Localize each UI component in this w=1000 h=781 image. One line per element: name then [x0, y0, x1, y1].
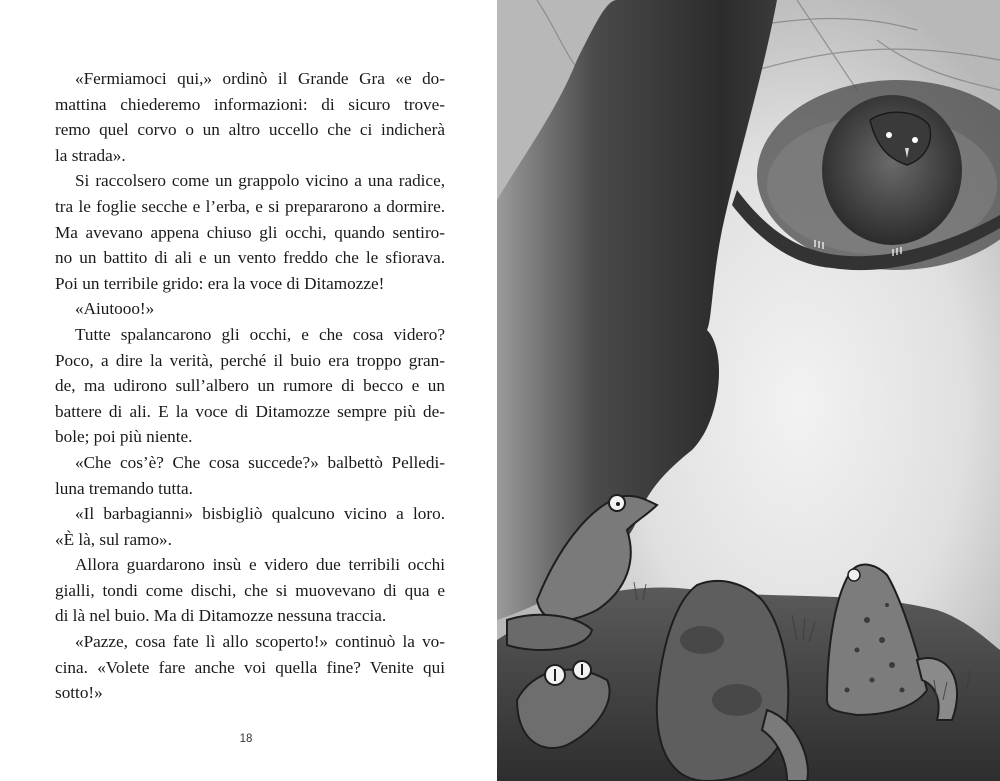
owl-eye-icon — [886, 132, 892, 138]
text-line: gialli, tondi come dischi, che si muovevano di qua e — [55, 580, 445, 600]
text-line: Ma avevano appena chiuso gli occhi, quando sentiro- — [55, 222, 445, 242]
text-line: Poi un terribile grido: era la voce di Ditamozze! — [55, 273, 385, 293]
text-line: no un battito di ali e un vento freddo che le sfiorava. — [55, 248, 445, 268]
left-page — [0, 0, 497, 781]
text-line: sotto!» — [55, 683, 103, 703]
text-line: mattina chiederemo informazioni: di sicuro trove- — [55, 94, 445, 114]
page-number: 18 — [239, 733, 253, 745]
text-line: Si raccolsero come un grappolo vicino a una radice, — [75, 171, 445, 191]
text-line: Allora guardarono insù e videro due terribili occhi — [75, 555, 445, 575]
text-line: «Che cos’è? Che cosa succede?» balbettò Pelledi- — [75, 452, 445, 472]
text-line: «Il barbagianni» bisbigliò qualcuno vicino a loro. — [75, 504, 445, 524]
owl-eye-icon — [912, 137, 918, 143]
illustration-drawing — [497, 0, 1000, 781]
text-line: remo quel corvo o un altro uccello che ci indicherà — [55, 120, 445, 140]
text-line: di là nel buio. Ma di Ditamozze nessuna traccia. — [55, 606, 387, 626]
illustration-owl-and-frogs — [497, 0, 1000, 781]
text-line: Tutte spalancarono gli occhi, e che cosa videro? — [75, 324, 445, 344]
text-line: la strada». — [55, 145, 126, 165]
text-line: battere di ali. E la voce di Ditamozze sempre più de- — [55, 401, 445, 421]
text-line: luna tremando tutta. — [55, 478, 193, 498]
body-text — [55, 66, 445, 706]
text-line: «Fermiamoci qui,» ordinò il Grande Gra «e do- — [75, 69, 445, 88]
text-line: «È là, sul ramo». — [55, 529, 172, 549]
text-line: «Aiutooo!» — [75, 299, 155, 319]
text-line: bole; poi più niente. — [55, 427, 193, 447]
text-line: de, ma udirono sull’albero un rumore di becco e un — [55, 376, 445, 396]
text-line: cina. «Volete fare anche voi quella fine? Venite qui — [55, 657, 445, 677]
text-line: Poco, a dire la verità, perché il buio era troppo gran- — [55, 350, 445, 370]
text-line: tra le foglie secche e l’erba, e si prepararono a dormire. — [55, 196, 445, 216]
text-line: «Pazze, cosa fate lì allo scoperto!» continuò la vo- — [75, 632, 445, 652]
